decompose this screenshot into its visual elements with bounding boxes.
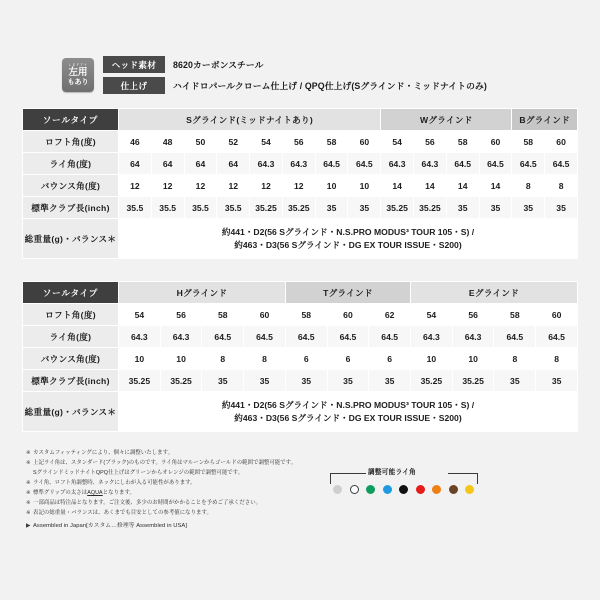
lefty-available-badge bbox=[62, 58, 94, 92]
table-cell: 64.3 bbox=[250, 153, 283, 175]
table-row bbox=[23, 175, 578, 197]
table-cell: 58 bbox=[315, 131, 348, 153]
table-row bbox=[23, 304, 578, 326]
table-cell: 8 bbox=[494, 348, 536, 370]
table-cell: 35 bbox=[494, 370, 536, 392]
table-cell: 54 bbox=[119, 304, 161, 326]
footnote-text: 上記ライ角は、スタンダード(ブラック)のものです。ライ角はマルーンからゴールドの範囲で調整可能です。 bbox=[33, 460, 297, 466]
finish-value: ハイドロパールクローム仕上げ / QPQ仕上げ(Sグラインド・ミッドナイトのみ) bbox=[173, 81, 487, 91]
grind-group-header: Tグラインド bbox=[285, 282, 410, 304]
lie-angle-frame bbox=[330, 466, 478, 500]
table-cell: 8 bbox=[545, 175, 578, 197]
table-cell: 64.3 bbox=[119, 326, 161, 348]
table-cell: 54 bbox=[411, 304, 453, 326]
table-cell: 35.25 bbox=[282, 197, 315, 219]
table-cell: 35 bbox=[369, 370, 411, 392]
assembled-note-text: Assembled in Japan[カスタム…修理等 Assembled in USA] bbox=[33, 523, 187, 529]
frame-line-left bbox=[330, 473, 366, 474]
weight-balance-label: 総重量(g)・バランス＊ bbox=[23, 392, 119, 432]
row-label: バウンス角(度) bbox=[23, 348, 119, 370]
grind-group-header: Hグラインド bbox=[119, 282, 286, 304]
footnote-item bbox=[26, 498, 316, 508]
table-cell: 54 bbox=[381, 131, 414, 153]
table-cell: 58 bbox=[494, 304, 536, 326]
table-cell: 35 bbox=[285, 370, 327, 392]
table-cell: 60 bbox=[545, 131, 578, 153]
table-cell: 35.25 bbox=[414, 197, 447, 219]
weight-balance-row bbox=[23, 219, 578, 259]
table-cell: 64.5 bbox=[512, 153, 545, 175]
footnote-text: ライ角、ロフト角調整時、ネックにしわが入る可能性があります。 bbox=[33, 480, 196, 486]
lie-angle-dot-red bbox=[416, 485, 425, 494]
table-cell: 64.5 bbox=[494, 326, 536, 348]
spec-table-hte bbox=[22, 281, 578, 432]
table-cell: 6 bbox=[285, 348, 327, 370]
footnote-marker: ※ bbox=[26, 460, 31, 466]
footnote-item bbox=[26, 458, 316, 468]
table-cell: 56 bbox=[282, 131, 315, 153]
table-cell: 58 bbox=[446, 131, 479, 153]
table-cell: 64.3 bbox=[452, 326, 494, 348]
footnote-item bbox=[26, 478, 316, 488]
table-row bbox=[23, 131, 578, 153]
table-cell: 35.25 bbox=[381, 197, 414, 219]
sole-type-header: ソールタイプ bbox=[23, 109, 119, 131]
table-cell: 35 bbox=[446, 197, 479, 219]
table-cell: 8 bbox=[512, 175, 545, 197]
table-cell: 58 bbox=[202, 304, 244, 326]
table-cell: 54 bbox=[250, 131, 283, 153]
table-cell: 56 bbox=[414, 131, 447, 153]
table-cell: 60 bbox=[536, 304, 578, 326]
table-cell: 35 bbox=[348, 197, 381, 219]
table-cell: 10 bbox=[411, 348, 453, 370]
weight-balance-label: 総重量(g)・バランス＊ bbox=[23, 219, 119, 259]
table-cell: 35 bbox=[315, 197, 348, 219]
table-cell: 64.5 bbox=[202, 326, 244, 348]
lie-angle-title: 調整可能ライ角 bbox=[368, 469, 417, 476]
lefty-badge-main-text: 左用 bbox=[68, 67, 88, 79]
table-cell: 35.25 bbox=[411, 370, 453, 392]
table-cell: 35.25 bbox=[160, 370, 202, 392]
table-cell: 35.5 bbox=[151, 197, 184, 219]
table-cell: 64.5 bbox=[327, 326, 369, 348]
row-label: バウンス角(度) bbox=[23, 175, 119, 197]
head-material-row bbox=[103, 56, 487, 73]
lie-angle-color-dots bbox=[333, 485, 474, 494]
table-cell: 14 bbox=[479, 175, 512, 197]
table-cell: 10 bbox=[315, 175, 348, 197]
table-row bbox=[23, 326, 578, 348]
frame-side-right bbox=[477, 473, 478, 484]
spec-table-swb-body bbox=[23, 109, 578, 259]
table-cell: 35 bbox=[536, 370, 578, 392]
footnote-item bbox=[26, 508, 316, 518]
table-cell: 60 bbox=[327, 304, 369, 326]
table-cell: 35 bbox=[202, 370, 244, 392]
weight-balance-line-2: 約463・D3(56 Sグラインド・DG EX TOUR ISSUE・S200) bbox=[234, 239, 462, 250]
table-cell: 12 bbox=[119, 175, 152, 197]
row-label: ロフト角(度) bbox=[23, 131, 119, 153]
weight-balance-value bbox=[119, 219, 578, 259]
table-cell: 12 bbox=[282, 175, 315, 197]
assembled-note bbox=[26, 521, 316, 532]
footnote-text: 標準グリップの太さはAQUAとなります。 bbox=[33, 490, 135, 496]
row-label: ライ角(度) bbox=[23, 326, 119, 348]
grind-group-header: Wグラインド bbox=[381, 109, 512, 131]
footnote-marker: ※ bbox=[26, 500, 31, 506]
frame-side-left bbox=[330, 473, 331, 484]
row-label: ライ角(度) bbox=[23, 153, 119, 175]
row-label: ロフト角(度) bbox=[23, 304, 119, 326]
frame-line-right bbox=[448, 473, 478, 474]
head-spec-rows bbox=[103, 56, 487, 94]
table-cell: 60 bbox=[244, 304, 286, 326]
table-cell: 8 bbox=[536, 348, 578, 370]
table-cell: 48 bbox=[151, 131, 184, 153]
footnote-item bbox=[26, 488, 316, 498]
table-cell: 50 bbox=[184, 131, 217, 153]
finish-label: 仕上げ bbox=[103, 77, 165, 94]
table-cell: 58 bbox=[512, 131, 545, 153]
table-cell: 35.5 bbox=[184, 197, 217, 219]
table-cell: 14 bbox=[381, 175, 414, 197]
table-cell: 35 bbox=[244, 370, 286, 392]
table-cell: 64.3 bbox=[414, 153, 447, 175]
table-row bbox=[23, 153, 578, 175]
table-cell: 56 bbox=[452, 304, 494, 326]
row-label: 標準クラブ長(inch) bbox=[23, 370, 119, 392]
footnote-link[interactable]: AQUA bbox=[87, 490, 103, 496]
head-spec-strip bbox=[0, 0, 600, 94]
table-cell: 60 bbox=[479, 131, 512, 153]
footnote-marker: ※ bbox=[26, 510, 31, 516]
lie-angle-dot-gray bbox=[333, 485, 342, 494]
footnote-text: カスタムフィッティングにより、個々に調整いたします。 bbox=[33, 450, 174, 456]
finish-row bbox=[103, 77, 487, 94]
head-material-label: ヘッド素材 bbox=[103, 56, 165, 73]
table-cell: 64.5 bbox=[536, 326, 578, 348]
row-label: 標準クラブ長(inch) bbox=[23, 197, 119, 219]
table-cell: 64.5 bbox=[315, 153, 348, 175]
table-cell: 64.5 bbox=[479, 153, 512, 175]
table-cell: 6 bbox=[327, 348, 369, 370]
table-cell: 60 bbox=[348, 131, 381, 153]
table-row bbox=[23, 197, 578, 219]
table-cell: 64.3 bbox=[411, 326, 453, 348]
table-cell: 64 bbox=[217, 153, 250, 175]
footnote-text: SグラインドミッドナイトQPQ仕上げはグリーンからオレンジの範囲で調整可能です。 bbox=[33, 470, 244, 476]
weight-balance-value bbox=[119, 392, 578, 432]
weight-balance-row bbox=[23, 392, 578, 432]
weight-balance-line-2: 約463・D3(56 Sグラインド・DG EX TOUR ISSUE・S200) bbox=[234, 412, 462, 423]
table-cell: 64.3 bbox=[381, 153, 414, 175]
table-cell: 35.25 bbox=[452, 370, 494, 392]
table-cell: 64 bbox=[184, 153, 217, 175]
spec-table-hte-body bbox=[23, 282, 578, 432]
table-cell: 8 bbox=[202, 348, 244, 370]
footnote-text: 表記の総重量・バランスは、あくまでも目安としての参考値になります。 bbox=[33, 510, 212, 516]
table-cell: 35 bbox=[479, 197, 512, 219]
lie-angle-dot-white bbox=[350, 485, 359, 494]
lie-angle-dot-brown bbox=[449, 485, 458, 494]
table-cell: 58 bbox=[285, 304, 327, 326]
table-cell: 56 bbox=[160, 304, 202, 326]
table-cell: 14 bbox=[446, 175, 479, 197]
table-cell: 10 bbox=[119, 348, 161, 370]
footnotes bbox=[26, 448, 316, 532]
head-material-value: 8620カーボンスチール bbox=[173, 60, 264, 70]
adjustable-lie-angle-panel bbox=[330, 466, 478, 500]
spec-table-swb bbox=[22, 108, 578, 259]
table-cell: 64.5 bbox=[244, 326, 286, 348]
table-cell: 52 bbox=[217, 131, 250, 153]
lefty-badge-sub-text: もあり bbox=[67, 78, 89, 86]
table-row bbox=[23, 370, 578, 392]
table-cell: 35.25 bbox=[119, 370, 161, 392]
grind-group-header: Eグラインド bbox=[411, 282, 578, 304]
table-cell: 12 bbox=[217, 175, 250, 197]
table-cell: 64 bbox=[151, 153, 184, 175]
table-cell: 12 bbox=[250, 175, 283, 197]
lie-angle-dot-green bbox=[366, 485, 375, 494]
grind-group-header: Sグラインド(ミッドナイトあり) bbox=[119, 109, 381, 131]
table-cell: 46 bbox=[119, 131, 152, 153]
footnote-item bbox=[26, 448, 316, 458]
table-cell: 12 bbox=[151, 175, 184, 197]
table-cell: 35.5 bbox=[217, 197, 250, 219]
table-cell: 64.5 bbox=[446, 153, 479, 175]
lie-angle-dot-blue bbox=[383, 485, 392, 494]
table-cell: 64.5 bbox=[545, 153, 578, 175]
weight-balance-line-1: 約441・D2(56 Sグラインド・N.S.PRO MODUS³ TOUR 105・S) / bbox=[221, 399, 475, 410]
footnote-marker: ※ bbox=[26, 480, 31, 486]
footnote-text: 一部商品は特注品となります。ご注文後、多少のお時間がかかることを予めご了承ください。 bbox=[33, 500, 262, 506]
table-cell: 6 bbox=[369, 348, 411, 370]
lie-angle-dot-black bbox=[399, 485, 408, 494]
footnote-marker: ※ bbox=[26, 450, 31, 456]
table-row bbox=[23, 348, 578, 370]
table-cell: 12 bbox=[184, 175, 217, 197]
table-header-row bbox=[23, 109, 578, 131]
table-cell: 64.3 bbox=[160, 326, 202, 348]
table-cell: 35.5 bbox=[119, 197, 152, 219]
table-cell: 64.5 bbox=[369, 326, 411, 348]
table-cell: 35 bbox=[512, 197, 545, 219]
sole-type-header: ソールタイプ bbox=[23, 282, 119, 304]
table-cell: 62 bbox=[369, 304, 411, 326]
table-cell: 64.3 bbox=[282, 153, 315, 175]
assembled-note-marker: ▶ bbox=[26, 523, 31, 529]
table-cell: 10 bbox=[160, 348, 202, 370]
footnote-marker: ※ bbox=[26, 490, 31, 496]
table-cell: 35 bbox=[545, 197, 578, 219]
table-cell: 64.5 bbox=[348, 153, 381, 175]
table-cell: 64.5 bbox=[285, 326, 327, 348]
table-cell: 14 bbox=[414, 175, 447, 197]
table-cell: 64 bbox=[119, 153, 152, 175]
weight-balance-line-1: 約441・D2(56 Sグラインド・N.S.PRO MODUS³ TOUR 105・S) / bbox=[221, 226, 475, 237]
table-cell: 35 bbox=[327, 370, 369, 392]
table-cell: 10 bbox=[348, 175, 381, 197]
lie-angle-dot-orange bbox=[432, 485, 441, 494]
table-cell: 35.25 bbox=[250, 197, 283, 219]
table-header-row bbox=[23, 282, 578, 304]
grind-group-header: Bグラインド bbox=[512, 109, 578, 131]
table-cell: 10 bbox=[452, 348, 494, 370]
lie-angle-dot-gold bbox=[465, 485, 474, 494]
lefty-badge-tiny-text: L E F T Y bbox=[69, 63, 87, 68]
footnote-item bbox=[26, 468, 316, 478]
table-cell: 8 bbox=[244, 348, 286, 370]
